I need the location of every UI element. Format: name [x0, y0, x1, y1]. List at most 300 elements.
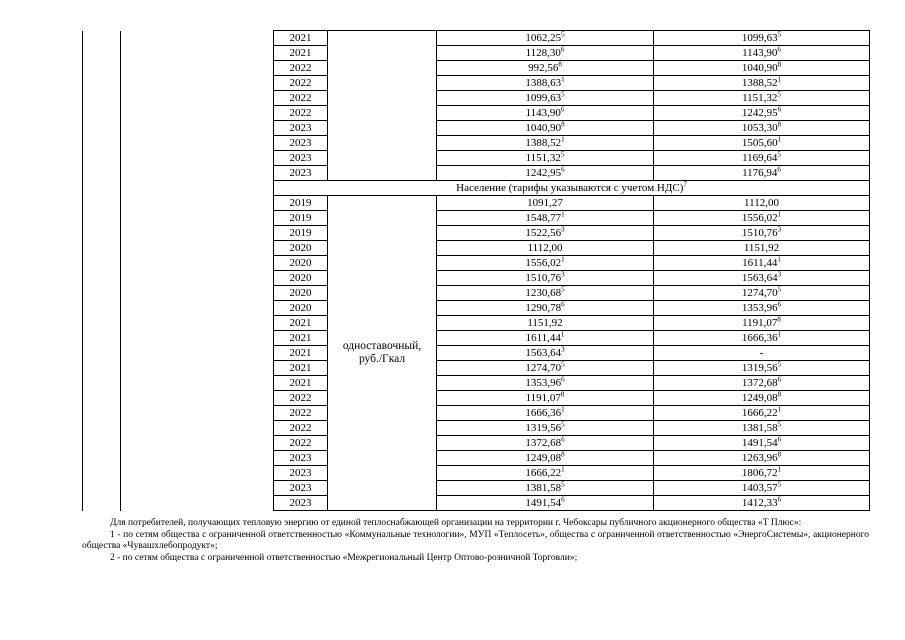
blank-cell-b: [121, 271, 274, 286]
value-text: 1388,52: [525, 136, 562, 149]
blank-cell-b: [121, 361, 274, 376]
value-footnote-mark: 6: [560, 45, 565, 53]
blank-cell-b: [121, 316, 274, 331]
blank-cell-a: [83, 181, 121, 196]
table-row: [83, 121, 870, 136]
value-footnote-mark: 5: [561, 420, 565, 428]
value-cell: [654, 346, 870, 361]
blank-cell-a: [83, 46, 121, 61]
value-footnote-mark: 1: [561, 405, 565, 413]
value-cell: [437, 31, 654, 46]
value-footnote-mark: 1: [561, 210, 565, 218]
value-cell: [437, 346, 654, 361]
value-text: 1151,92: [743, 241, 780, 254]
year-cell: 2022: [274, 391, 328, 406]
table-row: [83, 286, 870, 301]
value-cell: [654, 241, 870, 256]
table-row: [83, 151, 870, 166]
year-cell: 2020: [274, 301, 328, 316]
value-text: 1666,22: [741, 406, 778, 419]
blank-cell-a: [83, 481, 121, 496]
year-cell: 2020: [274, 271, 328, 286]
table-row: [83, 496, 870, 511]
year-cell: 2019: [274, 226, 328, 241]
table-row: [83, 301, 870, 316]
value-footnote-mark: 5: [777, 420, 782, 428]
table-row: [83, 316, 870, 331]
value-footnote-mark: 8: [777, 390, 782, 398]
blank-cell-a: [83, 196, 121, 211]
value-cell: [437, 436, 654, 451]
table-row: [83, 466, 870, 481]
value-footnote-mark: 6: [777, 435, 782, 443]
table-row: [83, 196, 870, 211]
value-cell: [654, 361, 870, 376]
value-text: 1274,70: [525, 361, 562, 374]
footnote-2: 2 - по сетям общества с ограниченной ответственностью «Межрегиональный Центр Оптово-розничной Торговли»;: [110, 552, 578, 563]
value-text: 1099,63: [525, 91, 562, 104]
table-row: [83, 106, 870, 121]
value-cell: [437, 121, 654, 136]
value-cell: [437, 376, 654, 391]
table-row: [83, 136, 870, 151]
value-footnote-mark: 8: [777, 315, 781, 323]
value-footnote-mark: 5: [777, 360, 782, 368]
value-cell: [654, 406, 870, 421]
value-text: 1151,92: [527, 316, 563, 329]
blank-cell-b: [121, 181, 274, 196]
blank-cell-b: [121, 46, 274, 61]
value-cell: [437, 106, 654, 121]
value-footnote-mark: 3: [777, 270, 782, 278]
blank-cell-b: [121, 451, 274, 466]
value-text: 1510,76: [741, 226, 778, 239]
blank-cell-b: [121, 436, 274, 451]
value-text: 1040,90: [741, 61, 778, 74]
table-row: [83, 211, 870, 226]
value-footnote-mark: 5: [777, 90, 781, 98]
value-text: 1151,32: [742, 91, 778, 104]
value-text: 1099,63: [741, 31, 778, 44]
blank-cell-a: [83, 421, 121, 436]
year-cell: 2022: [274, 61, 328, 76]
table-row: [83, 376, 870, 391]
value-footnote-mark: 5: [560, 150, 565, 158]
table-row: [83, 61, 870, 76]
value-text: 1491,54: [525, 496, 562, 509]
value-cell: [437, 136, 654, 151]
table-row: [83, 421, 870, 436]
year-cell: 2023: [274, 481, 328, 496]
blank-cell-a: [83, 301, 121, 316]
table-row: [83, 361, 870, 376]
year-cell: 2019: [274, 211, 328, 226]
value-text: 1563,64: [741, 271, 778, 284]
blank-cell-b: [121, 241, 274, 256]
value-text: 1053,30: [741, 121, 778, 134]
blank-cell-a: [83, 391, 121, 406]
value-text: 1143,90: [525, 106, 561, 119]
value-footnote-mark: 5: [777, 285, 782, 293]
value-text: 1522,56: [525, 226, 562, 239]
value-cell: [437, 196, 654, 211]
tariff-table-body: [83, 31, 870, 511]
value-cell: [654, 151, 870, 166]
table-row: [83, 346, 870, 361]
value-text: 1372,68: [741, 376, 778, 389]
footnote-1: 1 - по сетям общества с ограниченной ответственностью «Коммунальные технологии», МУП «Теплосеть», общества с ограниченной ответственностью «ЭнергоСистемы», акционерного общества «Чувашхлебопродукт»;: [82, 529, 869, 551]
value-footnote-mark: 1: [561, 135, 565, 143]
blank-cell-b: [121, 226, 274, 241]
blank-cell-b: [121, 196, 274, 211]
blank-cell-b: [121, 136, 274, 151]
value-text: 1611,44: [742, 256, 778, 269]
value-footnote-mark: 8: [561, 120, 565, 128]
table-row: [83, 271, 870, 286]
value-cell: [437, 211, 654, 226]
tariff-table: [82, 30, 870, 511]
value-cell: [654, 451, 870, 466]
value-text: 1510,76: [525, 271, 562, 284]
table-row: [83, 331, 870, 346]
value-cell: [654, 286, 870, 301]
value-cell: [654, 226, 870, 241]
year-cell: 2021: [274, 316, 328, 331]
value-cell: [437, 61, 654, 76]
blank-cell-a: [83, 286, 121, 301]
value-footnote-mark: 6: [777, 495, 782, 503]
value-cell: [654, 76, 870, 91]
value-cell: [437, 46, 654, 61]
blank-cell-a: [83, 451, 121, 466]
value-footnote-mark: 6: [777, 375, 782, 383]
value-text: 1556,02: [525, 256, 562, 269]
footnotes: [82, 518, 869, 564]
value-footnote-mark: 8: [560, 390, 565, 398]
blank-cell-a: [83, 151, 121, 166]
blank-cell-a: [83, 406, 121, 421]
unit-line-1: одноставочный,: [342, 340, 422, 352]
year-cell: 2019: [274, 196, 328, 211]
value-footnote-mark: 5: [561, 285, 565, 293]
unit-cell: [328, 196, 437, 511]
value-footnote-mark: 1: [777, 330, 782, 338]
table-row: [83, 166, 870, 181]
blank-cell-b: [121, 211, 274, 226]
year-cell: 2023: [274, 466, 328, 481]
blank-cell-b: [121, 346, 274, 361]
value-footnote-mark: 1: [561, 465, 565, 473]
value-cell: [437, 406, 654, 421]
value-cell: [654, 376, 870, 391]
value-text: 1563,64: [525, 346, 562, 359]
value-text: 1112,00: [744, 196, 779, 209]
value-footnote-mark: 1: [561, 255, 565, 263]
value-text: 1372,68: [525, 436, 562, 449]
value-text: 1666,36: [741, 331, 778, 344]
blank-cell-a: [83, 136, 121, 151]
table-row: [83, 91, 870, 106]
value-cell: [654, 421, 870, 436]
value-cell: [437, 166, 654, 181]
value-text: 1666,22: [525, 466, 562, 479]
unit-line-2: руб./Гкал: [358, 353, 406, 365]
blank-cell-b: [121, 151, 274, 166]
blank-cell-b: [121, 481, 274, 496]
section-header: [274, 181, 870, 196]
value-cell: [654, 91, 870, 106]
year-cell: 2023: [274, 496, 328, 511]
year-cell: 2023: [274, 121, 328, 136]
blank-cell-b: [121, 61, 274, 76]
blank-cell-a: [83, 166, 121, 181]
blank-cell-b: [121, 331, 274, 346]
year-cell: 2023: [274, 151, 328, 166]
blank-cell-b: [121, 286, 274, 301]
blank-cell-a: [83, 61, 121, 76]
value-footnote-mark: 1: [777, 255, 781, 263]
value-footnote-mark: 1: [777, 405, 782, 413]
value-cell: [437, 256, 654, 271]
value-footnote-mark: 3: [777, 225, 782, 233]
value-text: 1381,58: [525, 481, 562, 494]
value-footnote-mark: 1: [777, 75, 782, 83]
value-text: 1388,63: [525, 76, 562, 89]
value-text: 1806,72: [741, 466, 778, 479]
value-cell: [437, 76, 654, 91]
value-text: 1191,07: [525, 391, 561, 404]
value-text: 1290,78: [525, 301, 562, 314]
value-cell: [437, 331, 654, 346]
value-text: 1112,00: [527, 241, 563, 254]
blank-cell-b: [121, 31, 274, 46]
value-text: 1666,36: [525, 406, 562, 419]
blank-cell-b: [121, 121, 274, 136]
year-cell: 2021: [274, 31, 328, 46]
year-cell: 2020: [274, 286, 328, 301]
value-text: 1249,08: [741, 391, 778, 404]
unit-cell-blank: [328, 31, 437, 181]
value-cell: [654, 301, 870, 316]
value-cell: [437, 301, 654, 316]
year-cell: 2021: [274, 376, 328, 391]
value-footnote-mark: 6: [777, 300, 782, 308]
year-cell: 2020: [274, 256, 328, 271]
value-footnote-mark: 6: [561, 300, 565, 308]
value-footnote-mark: 5: [561, 480, 565, 488]
blank-cell-a: [83, 211, 121, 226]
value-cell: [437, 451, 654, 466]
blank-cell-a: [83, 376, 121, 391]
year-cell: 2023: [274, 451, 328, 466]
value-cell: [437, 496, 654, 511]
value-footnote-mark: 5: [777, 30, 782, 38]
blank-cell-a: [83, 466, 121, 481]
value-footnote-mark: 6: [561, 495, 565, 503]
blank-cell-a: [83, 346, 121, 361]
value-text: 1230,68: [525, 286, 562, 299]
value-footnote-mark: 1: [777, 135, 782, 143]
value-cell: [654, 46, 870, 61]
year-cell: 2023: [274, 166, 328, 181]
year-cell: 2021: [274, 346, 328, 361]
value-text: 1353,96: [741, 301, 778, 314]
blank-cell-b: [121, 91, 274, 106]
table-row: [83, 31, 870, 46]
value-text: 1548,77: [525, 211, 562, 224]
year-cell: 2022: [274, 91, 328, 106]
value-text: 1191,07: [742, 316, 778, 329]
value-cell: [654, 466, 870, 481]
value-text: 1505,60: [741, 136, 778, 149]
value-footnote-mark: 6: [561, 375, 565, 383]
value-text: 992,56: [528, 61, 559, 74]
value-footnote-mark: 1: [561, 75, 565, 83]
year-cell: 2022: [274, 436, 328, 451]
value-cell: [654, 331, 870, 346]
value-text: 1491,54: [741, 436, 778, 449]
blank-cell-b: [121, 421, 274, 436]
value-footnote-mark: 6: [777, 45, 781, 53]
value-text: 1128,30: [525, 46, 561, 59]
value-cell: [654, 136, 870, 151]
value-footnote-mark: 1: [777, 465, 782, 473]
value-footnote-mark: 1: [560, 330, 565, 338]
value-cell: [654, 391, 870, 406]
year-cell: 2022: [274, 106, 328, 121]
value-footnote-mark: 3: [561, 345, 565, 353]
value-footnote-mark: 8: [777, 60, 782, 68]
value-text: 1412,33: [741, 496, 778, 509]
blank-cell-a: [83, 226, 121, 241]
table-row: [83, 451, 870, 466]
value-cell: [437, 361, 654, 376]
value-text: 1381,58: [741, 421, 778, 434]
blank-cell-a: [83, 76, 121, 91]
value-cell: [437, 421, 654, 436]
blank-cell-a: [83, 496, 121, 511]
blank-cell-a: [83, 106, 121, 121]
value-footnote-mark: 1: [777, 210, 782, 218]
table-row: [83, 256, 870, 271]
value-text: 1242,95: [741, 106, 778, 119]
value-footnote-mark: 6: [777, 165, 781, 173]
year-cell: 2021: [274, 361, 328, 376]
value-text: 1091,27: [527, 196, 563, 209]
value-cell: [654, 211, 870, 226]
value-cell: [654, 166, 870, 181]
blank-cell-a: [83, 271, 121, 286]
value-footnote-mark: 5: [561, 90, 565, 98]
value-cell: [437, 241, 654, 256]
value-footnote-mark: 8: [558, 60, 562, 68]
blank-cell-b: [121, 106, 274, 121]
value-footnote-mark: 8: [561, 450, 565, 458]
value-footnote-mark: 5: [561, 360, 565, 368]
section-row: [83, 181, 870, 196]
blank-cell-b: [121, 256, 274, 271]
table-row: [83, 76, 870, 91]
value-footnote-mark: 3: [561, 225, 565, 233]
value-text: 1388,52: [741, 76, 778, 89]
value-cell: [654, 31, 870, 46]
value-cell: [654, 196, 870, 211]
blank-cell-b: [121, 376, 274, 391]
year-cell: 2022: [274, 421, 328, 436]
blank-cell-b: [121, 301, 274, 316]
value-cell: [654, 436, 870, 451]
value-cell: [654, 271, 870, 286]
year-cell: 2021: [274, 331, 328, 346]
value-text: 1143,90: [742, 46, 778, 59]
value-footnote-mark: 5: [777, 150, 781, 158]
value-cell: [654, 316, 870, 331]
value-cell: [437, 391, 654, 406]
value-cell: [437, 226, 654, 241]
year-cell: 2021: [274, 46, 328, 61]
value-cell: [654, 256, 870, 271]
blank-cell-b: [121, 166, 274, 181]
blank-cell-a: [83, 316, 121, 331]
value-footnote-mark: 6: [561, 165, 565, 173]
value-text: 1176,94: [742, 166, 778, 179]
section-header-text: Население (тарифы указываются с учетом НДС): [456, 181, 684, 194]
blank-cell-b: [121, 466, 274, 481]
table-row: [83, 391, 870, 406]
blank-cell-a: [83, 256, 121, 271]
value-text: 1319,56: [525, 421, 562, 434]
value-text: 1403,57: [741, 481, 778, 494]
blank-cell-a: [83, 361, 121, 376]
table-row: [83, 46, 870, 61]
value-text: -: [759, 346, 764, 359]
blank-cell-a: [83, 436, 121, 451]
value-cell: [654, 481, 870, 496]
value-footnote-mark: 6: [560, 105, 565, 113]
value-cell: [654, 121, 870, 136]
value-footnote-mark: 6: [777, 105, 782, 113]
value-cell: [654, 106, 870, 121]
value-footnote-mark: 8: [777, 120, 782, 128]
section-header-footnote-mark: 7: [683, 180, 687, 188]
value-text: 1263,96: [741, 451, 778, 464]
blank-cell-a: [83, 241, 121, 256]
blank-cell-b: [121, 406, 274, 421]
value-text: 1040,90: [525, 121, 562, 134]
value-text: 1353,96: [525, 376, 562, 389]
value-text: 1274,70: [741, 286, 778, 299]
value-cell: [437, 271, 654, 286]
value-text: 1319,56: [741, 361, 778, 374]
value-cell: [437, 466, 654, 481]
value-footnote-mark: 5: [777, 480, 782, 488]
value-text: 1151,32: [525, 151, 561, 164]
value-footnote-mark: 6: [561, 435, 565, 443]
blank-cell-a: [83, 91, 121, 106]
value-text: 1556,02: [741, 211, 778, 224]
year-cell: 2022: [274, 76, 328, 91]
value-text: 1242,95: [525, 166, 562, 179]
blank-cell-b: [121, 496, 274, 511]
value-footnote-mark: 3: [561, 270, 565, 278]
value-footnote-mark: 8: [777, 450, 782, 458]
value-cell: [437, 286, 654, 301]
year-cell: 2023: [274, 136, 328, 151]
value-cell: [437, 481, 654, 496]
footnote-intro: Для потребителей, получающих тепловую энергию от единой теплоснабжающей организации на территории г. Чебоксары публичного акционерного общества «Т Плюс»:: [110, 518, 802, 528]
value-cell: [437, 91, 654, 106]
value-text: 1611,44: [525, 331, 561, 344]
